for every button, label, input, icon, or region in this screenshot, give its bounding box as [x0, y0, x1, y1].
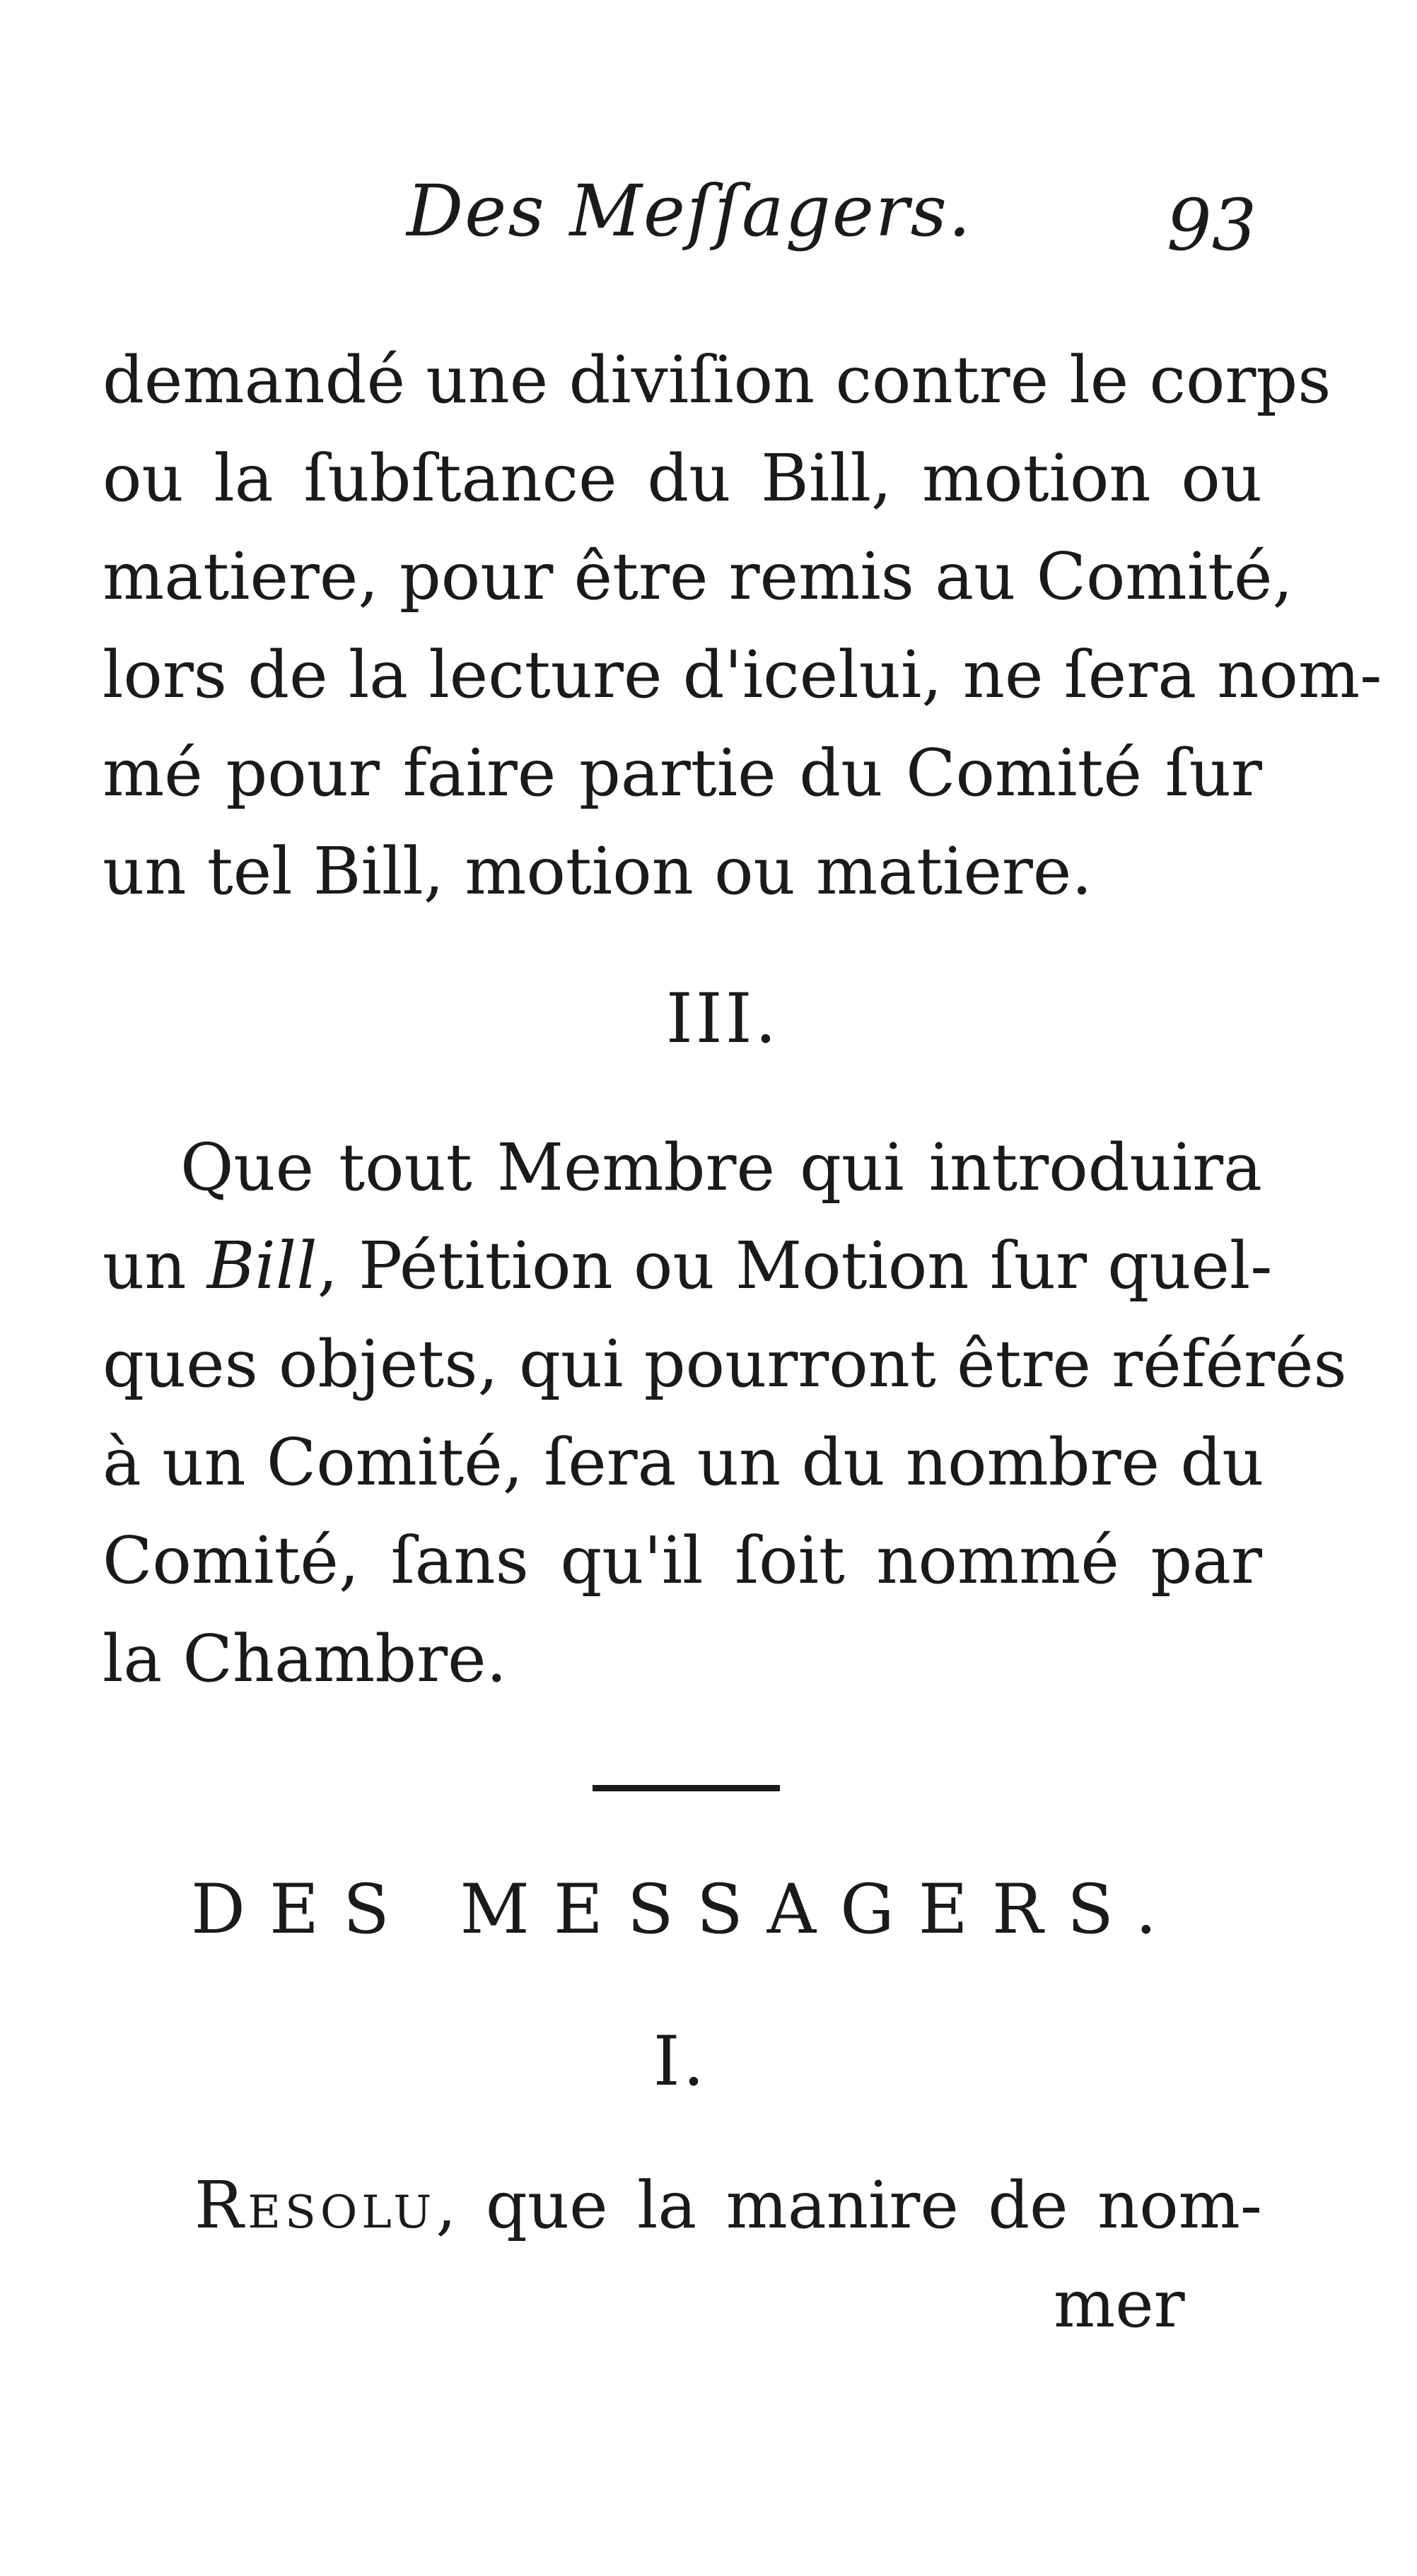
section-divider-rule: [593, 1785, 780, 1791]
text-line: à un Comité, ſera un du nombre du: [103, 1424, 1264, 1500]
text-line: Que tout Membre qui introduira: [180, 1130, 1262, 1205]
text-fragment: , Pétition ou Motion ſur quel-: [317, 1228, 1273, 1304]
section-heading: DES MESSAGERS.: [191, 1870, 1181, 1949]
running-title: Des Meſſagers.: [407, 170, 972, 252]
paragraph-continuation: [103, 331, 1382, 920]
text-line: ques objets, qui pourront être référés: [103, 1326, 1347, 1402]
text-line: Comité, ſans qu'il ſoit nommé par: [103, 1523, 1262, 1598]
paragraph-article-iii: [103, 1118, 1347, 1708]
resolution-line: [194, 2156, 1262, 2254]
resolu-word: Resolu: [194, 2167, 436, 2243]
catchword: mer: [1054, 2266, 1185, 2342]
text-line: demandé une diviſion contre le corps: [103, 342, 1331, 418]
section-number-iii: III.: [665, 979, 780, 1058]
italic-bill: Bill: [206, 1228, 317, 1304]
text-line: lors de la lecture d'icelui, ne ſera nom-: [103, 637, 1382, 713]
text-line: la Chambre.: [103, 1621, 507, 1697]
text-line: mé pour faire partie du Comité ſur: [103, 735, 1262, 811]
page-number: 93: [1167, 184, 1257, 267]
running-header: [0, 170, 1417, 269]
text-fragment: un: [103, 1228, 207, 1304]
text-fragment: , que la manire de nom-: [436, 2167, 1262, 2243]
text-line: matiere, pour être remis au Comité,: [103, 539, 1293, 614]
text-line: ou la ſubſtance du Bill, motion ou: [103, 440, 1262, 516]
text-line: un tel Bill, motion ou matiere.: [103, 833, 1092, 909]
text-line-with-italic: [103, 1217, 1273, 1315]
section-number-i: I.: [653, 2022, 708, 2101]
